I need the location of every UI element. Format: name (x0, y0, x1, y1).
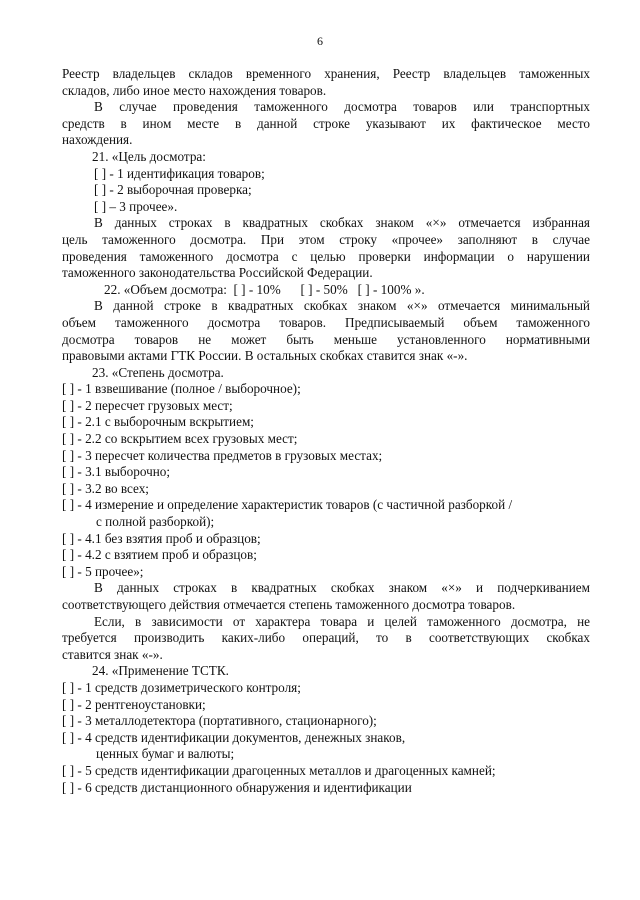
text-line: требуется производить каких-либо операций, то в соответствующих скобках (62, 630, 590, 646)
text-line: соответствующего действия отмечается степень таможенного досмотра товаров. (62, 597, 516, 612)
checkbox-line: [ ] – 3 прочее». (94, 198, 178, 214)
checkbox-line: [ ] - 3.1 выборочно; (62, 464, 171, 480)
checkbox-line: [ ] - 6 средств дистанционного обнаружения и идентификации (62, 779, 412, 795)
checkbox-line: [ ] - 2.2 со вскрытием всех грузовых мест; (62, 431, 298, 447)
checkbox-line: [ ] - 5 средств идентификации драгоценных металлов и драгоценных камней; (62, 762, 496, 778)
text-line: с полной разборкой); (96, 514, 215, 530)
checkbox-line: [ ] - 1 взвешивание (полное / выборочное); (62, 381, 301, 397)
checkbox-line: [ ] - 2 пересчет грузовых мест; (62, 397, 233, 413)
checkbox-line: [ ] - 4.1 без взятия проб и образцов; (62, 530, 261, 546)
text-line: ставится знак «-». (62, 646, 163, 662)
text-line: В данных строках в квадратных скобках знаком «×» и подчеркиванием (94, 580, 590, 596)
checkbox-line: [ ] - 2 выборочная проверка; (94, 182, 252, 198)
text-line: проведения таможенного досмотра с целью проверки информации о нарушении (62, 248, 590, 264)
text-line: Реестр владельцев складов временного хранения, Реестр владельцев таможенных (62, 66, 590, 81)
text-line: таможенного законодательства Российской Федерации. (62, 265, 373, 281)
text-line: нахождения. (62, 132, 133, 148)
section-heading-21: 21. «Цель досмотра: (92, 148, 206, 164)
text-line: В случае проведения таможенного досмотра товаров или транспортных (94, 99, 590, 115)
text-line: В данных строках в квадратных скобках знаком «×» отмечается избранная (94, 215, 590, 231)
checkbox-line: [ ] - 5 прочее»; (62, 563, 144, 579)
checkbox-line: [ ] - 3 металлодетектора (портативного, стационарного); (62, 713, 377, 729)
text-line: объем таможенного досмотра товаров. Предписываемый объем таможенного (62, 314, 590, 330)
checkbox-line: [ ] - 3 пересчет количества предметов в грузовых местах; (62, 447, 383, 463)
section-heading-23: 23. «Степень досмотра. (92, 364, 224, 380)
checkbox-line: [ ] - 4 измерение и определение характеристик товаров (с частичной разборкой / (62, 497, 513, 513)
text-line: досмотра товаров не может быть меньше установленного нормативными (62, 331, 590, 347)
text-line: средств в ином месте в данной строке указывают их фактическое место (62, 115, 590, 131)
document-body (62, 66, 590, 796)
section-heading-24: 24. «Применение ТСТК. (92, 663, 229, 679)
checkbox-line: [ ] - 4.2 с взятием проб и образцов; (62, 547, 257, 563)
page-number: 6 (317, 34, 323, 48)
text-line: Если, в зависимости от характера товара и целей таможенного досмотра, не (94, 613, 590, 629)
text-line: ценных бумаг и валюты; (96, 746, 235, 762)
checkbox-line: [ ] - 1 средств дозиметрического контроля; (62, 679, 301, 695)
text-line: складов, либо иное место нахождения товаров. (62, 82, 327, 98)
section-heading-22: 22. «Объем досмотра: [ ] - 10% [ ] - 50% [ ] - 100% ». (104, 281, 425, 297)
checkbox-line: [ ] - 4 средств идентификации документов, денежных знаков, (62, 729, 406, 745)
checkbox-line: [ ] - 2.1 с выборочным вскрытием; (62, 414, 254, 430)
text-line: В данной строке в квадратных скобках знаком «×» отмечается минимальный (94, 298, 590, 314)
text-line: правовыми актами ГТК России. В остальных скобках ставится знак «-». (62, 348, 468, 364)
checkbox-line: [ ] - 1 идентификация товаров; (94, 165, 265, 181)
checkbox-line: [ ] - 2 рентгеноустановки; (62, 696, 206, 712)
checkbox-line: [ ] - 3.2 во всех; (62, 480, 149, 496)
text-line: цель таможенного досмотра. При этом строку «прочее» заполняют в случае (62, 231, 590, 247)
